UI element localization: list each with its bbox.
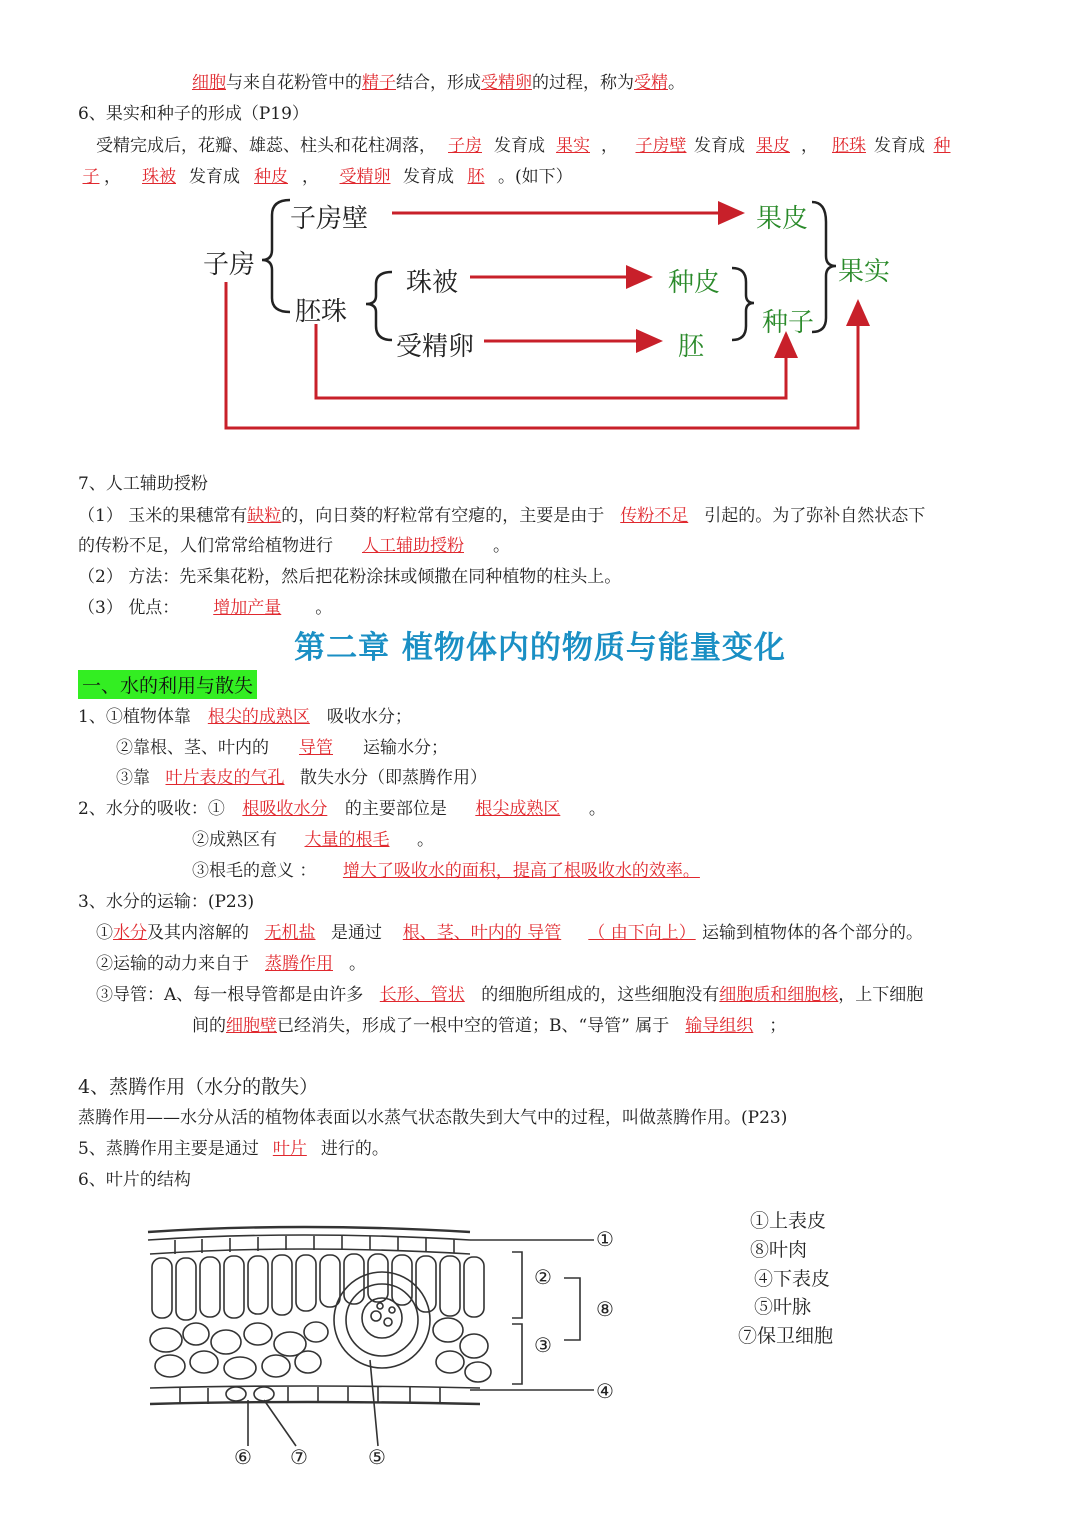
blank: 导管 xyxy=(299,738,333,758)
label-ovule: 胚珠 xyxy=(295,297,348,327)
blank: 缺粒 xyxy=(247,506,282,526)
text: ① xyxy=(96,923,113,943)
leaf-num-3: ③ xyxy=(534,1333,552,1357)
blank: （ 由下向上） xyxy=(588,923,696,943)
blank: 增加产量 xyxy=(213,598,282,618)
text: 。 xyxy=(315,598,333,618)
w4-title: 4、蒸腾作用（水分的散失） xyxy=(78,1076,319,1098)
text: 。(如下） xyxy=(498,167,573,187)
blank: 根尖的成熟区 xyxy=(207,707,310,727)
blank: 人工辅助授粉 xyxy=(362,536,464,556)
blank: 子房壁 xyxy=(635,136,687,156)
w3-title: 3、水分的运输：(P23) xyxy=(78,892,255,912)
blank-cell: 细胞 xyxy=(192,73,226,93)
blank: 叶片 xyxy=(272,1139,307,1159)
text: 的过程，称为 xyxy=(532,73,634,93)
label-seed-coat: 种皮 xyxy=(668,268,721,298)
blank: 子 xyxy=(82,167,100,187)
chapter-title: 第二章 植物体内的物质与能量变化 xyxy=(294,630,786,666)
blank: 大量的根毛 xyxy=(304,830,390,850)
blank: 果皮 xyxy=(756,136,790,156)
s7-line3: （2） 方法：先采集花粉，然后把花粉涂抹或倾撒在同种植物的柱头上。 xyxy=(78,567,622,587)
blank: 长形、管状 xyxy=(379,985,465,1005)
text: ，上下细胞 xyxy=(838,985,924,1005)
text: ， xyxy=(801,136,818,156)
label-fruit: 果实 xyxy=(838,257,891,287)
text: 受精完成后，花瓣、雄蕊、柱头和花柱凋落， xyxy=(96,136,436,156)
text: 的，向日葵的籽粒常有空瘪的，主要是由于 xyxy=(281,506,605,526)
text: 发育成 xyxy=(874,136,925,156)
text: 及其内溶解的 xyxy=(147,923,249,943)
w6-title: 6、叶片的结构 xyxy=(78,1170,191,1190)
blank: 根、茎、叶内的 导管 xyxy=(402,923,562,943)
blank: 无机盐 xyxy=(264,923,316,943)
text: ； xyxy=(769,1016,787,1036)
text: 发育成 xyxy=(189,167,240,187)
text: 5、蒸腾作用主要是通过 xyxy=(78,1139,259,1159)
label-integument: 珠被 xyxy=(406,268,459,298)
text: 散失水分（即蒸腾作用） xyxy=(300,768,487,788)
text: 的细胞所组成的，这些细胞没有 xyxy=(481,985,720,1005)
text: ③根毛的意义 ： xyxy=(192,861,317,881)
s6-title: 6、果实和种子的形成（P19） xyxy=(78,104,309,124)
blank: 水分 xyxy=(113,923,147,943)
blank: 珠被 xyxy=(142,167,176,187)
label-zygote: 受精卵 xyxy=(396,332,475,362)
label-pericarp: 果皮 xyxy=(756,204,809,234)
text: ②运输的动力来自于 xyxy=(96,954,249,974)
blank: 细胞壁 xyxy=(226,1016,277,1036)
s7-title: 7、人工辅助授粉 xyxy=(78,474,208,494)
text: 已经消失，形成了一根中空的管道；B、“导管” 属于 xyxy=(277,1016,670,1036)
text: 是通过 xyxy=(331,923,382,943)
blank: 种皮 xyxy=(254,167,288,187)
text: ， xyxy=(601,136,618,156)
blank: 子房 xyxy=(448,136,482,156)
blank: 根吸收水分 xyxy=(242,799,328,819)
text: 间的 xyxy=(192,1016,226,1036)
text: ②成熟区有 xyxy=(192,830,277,850)
label-ovary-wall: 子房壁 xyxy=(290,204,369,234)
blank: 蒸腾作用 xyxy=(265,954,333,974)
blank: 胚珠 xyxy=(832,136,866,156)
section-heading: 一、水的利用与散失 xyxy=(78,670,257,699)
leaf-num-7: ⑦ xyxy=(290,1445,308,1469)
text: 。 xyxy=(349,954,366,974)
label-ovary: 子房 xyxy=(203,250,256,280)
text: 。 xyxy=(417,830,434,850)
text: 进行的。 xyxy=(320,1139,389,1159)
blank: 根尖成熟区 xyxy=(475,799,561,819)
blank-sperm: 精子 xyxy=(362,73,396,93)
blank: 细胞质和细胞核 xyxy=(719,985,839,1005)
blank: 输导组织 xyxy=(685,1016,754,1036)
legend-item: ⑧叶肉 xyxy=(750,1239,808,1261)
leaf-num-8: ⑧ xyxy=(596,1297,614,1321)
text: 运输水分； xyxy=(363,738,448,758)
text: 1、①植物体靠 xyxy=(78,707,191,727)
blank: 增大了吸收水的面积，提高了根吸收水的效率。 xyxy=(342,861,700,881)
text: ， xyxy=(104,167,121,187)
label-embryo: 胚 xyxy=(678,332,705,362)
text: 的主要部位是 xyxy=(344,799,447,819)
text: 运输到植物体的各个部分的。 xyxy=(702,923,923,943)
blank: 叶片表皮的气孔 xyxy=(165,768,285,788)
blank: 种 xyxy=(933,136,951,156)
legend-item: ⑦保卫细胞 xyxy=(738,1325,834,1347)
blank: 果实 xyxy=(556,136,590,156)
text: 2、水分的吸收：① xyxy=(78,799,225,819)
blank-zygote: 受精卵 xyxy=(481,73,532,93)
text: 。 xyxy=(668,73,685,93)
leaf-num-4: ④ xyxy=(596,1379,614,1403)
leaf-num-1: ① xyxy=(596,1227,614,1251)
leaf-num-5: ⑤ xyxy=(368,1445,386,1469)
label-seed: 种子 xyxy=(762,308,815,338)
text: 与来自花粉管中的 xyxy=(226,73,362,93)
text: ③靠 xyxy=(116,768,150,788)
blank: 传粉不足 xyxy=(620,506,689,526)
text: ③导管：A、每一根导管都是由许多 xyxy=(96,985,364,1005)
text: 。 xyxy=(493,536,510,556)
text: 引起的。为了弥补自然状态下 xyxy=(704,506,926,526)
text: ②靠根、茎、叶内的 xyxy=(116,738,269,758)
text: （3） 优点： xyxy=(78,598,180,618)
text: 发育成 xyxy=(403,167,454,187)
leaf-num-6: ⑥ xyxy=(234,1445,252,1469)
text: 吸收水分； xyxy=(326,707,412,727)
text: 结合，形成 xyxy=(396,73,481,93)
legend-item: ⑤叶脉 xyxy=(754,1296,812,1318)
text: （1） 玉米的果穗常有 xyxy=(78,506,248,526)
w4-def: 蒸腾作用——水分从活的植物体表面以水蒸气状态散失到大气中的过程，叫做蒸腾作用。(P23) xyxy=(78,1108,788,1128)
text: 的传粉不足，人们常常给植物进行 xyxy=(78,536,333,556)
blank: 受精卵 xyxy=(339,167,391,187)
text: 。 xyxy=(588,799,606,819)
leaf-num-2: ② xyxy=(534,1265,552,1289)
legend-item: ①上表皮 xyxy=(750,1210,827,1232)
text: 发育成 xyxy=(694,136,745,156)
blank-fertilization: 受精 xyxy=(634,73,668,93)
text: 发育成 xyxy=(494,136,545,156)
text: ， xyxy=(302,167,319,187)
blank: 胚 xyxy=(467,167,485,187)
legend-item: ④下表皮 xyxy=(754,1268,831,1290)
